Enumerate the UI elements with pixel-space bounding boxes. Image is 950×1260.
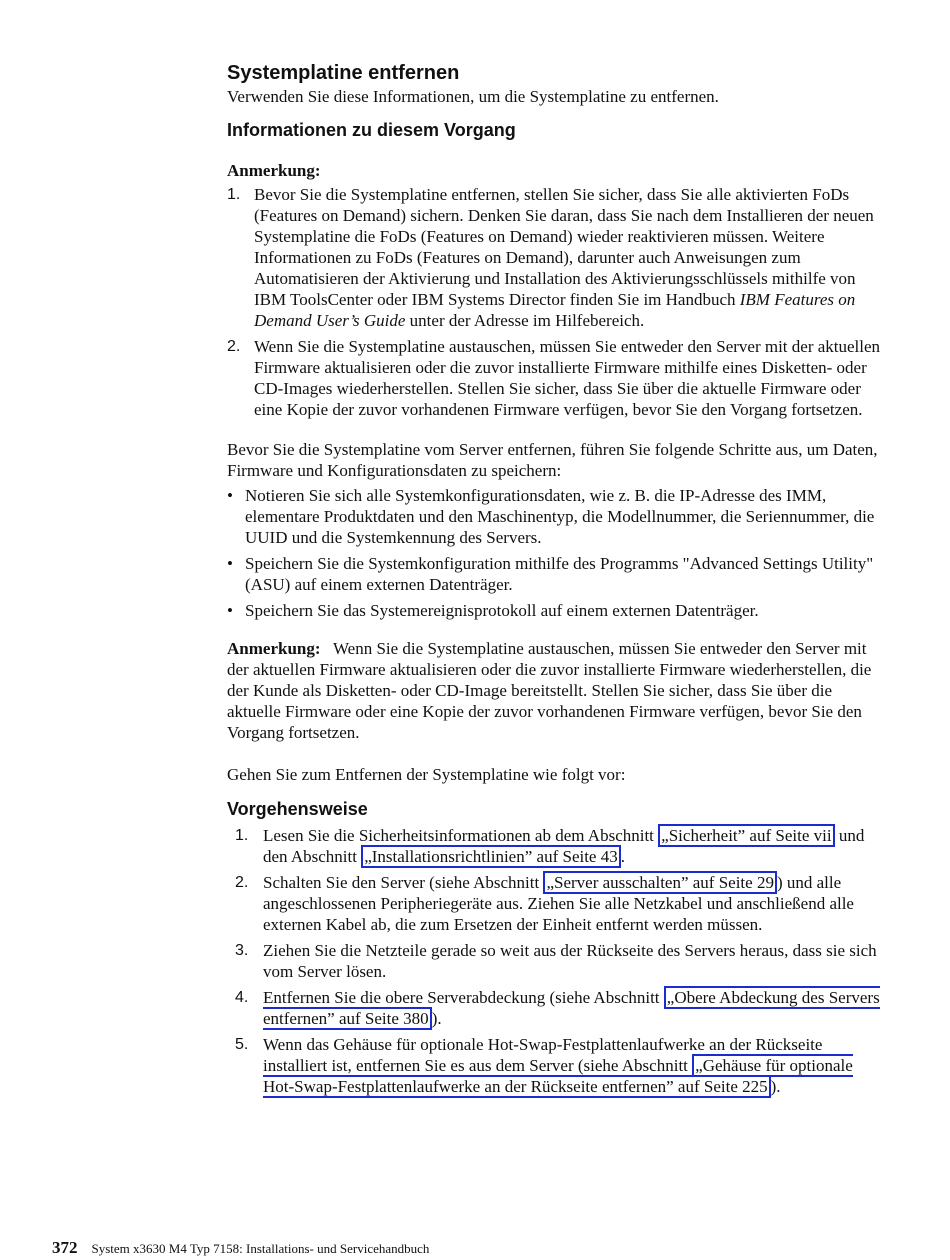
note-text-after: unter der Adresse im Hilfebereich.: [405, 311, 645, 330]
procedure-intro: Gehen Sie zum Entfernen der Systemplatine wie folgt vor:: [227, 765, 626, 784]
note2-text: Wenn Sie die Systemplatine austauschen, müssen Sie entweder den Server mit der aktuellen Firmware aktualisieren oder die zuvor installierte Firmware wiederherstellen, die der Kunde als Disketten- oder CD-Image bereitstellt. Stellen Sie sicher, dass Sie über die aktuelle Firmware oder eine Kopie der zuvor vorhandenen Firmware verfügen, bevor Sie den Vorgang fortsetzen.: [227, 639, 872, 742]
note-text: Bevor Sie die Systemplatine entfernen, stellen Sie sicher, dass Sie alle aktivierten FoDs (Features on Demand) sichern. Denken Sie daran, dass Sie nach dem Installieren der neuen Systemplatine die FoDs (Features on Demand) wieder reaktivieren müssen. Weitere Informationen zu FoDs (Features on Demand), darunter auch Anweisungen zum Automatisieren der Aktivierung und Installation des Aktivierungsschlüssels mithilfe von IBM ToolsCenter oder IBM Systems Director finden Sie im Handbuch: [254, 185, 874, 309]
link-installation-guidelines[interactable]: „Installationsrichtlinien” auf Seite 43: [361, 845, 621, 868]
link-server-shutdown[interactable]: „Server ausschalten” auf Seite 29: [543, 871, 777, 894]
note-text: Wenn Sie die Systemplatine austauschen, müssen Sie entweder den Server mit der aktuellen Firmware aktualisieren oder die zuvor installierte Firmware mithilfe eines Disketten- oder CD-Images wiederherstellen. Stellen Sie sicher, dass Sie über die aktuelle Firmware oder eine Kopie der zuvor vorhandenen Firmware verfügen, bevor Sie den Vorgang fortsetzen.: [254, 337, 881, 419]
page-title: Systemplatine entfernen: [227, 62, 460, 84]
step-item: 3. Ziehen Sie die Netzteile gerade so weit aus der Rückseite des Servers heraus, dass sie sich vom Server lösen.: [235, 941, 877, 981]
note2-paragraph: [227, 638, 882, 743]
step-number: 1.: [235, 827, 249, 844]
notes-list: [227, 184, 882, 420]
note2-label: Anmerkung:: [227, 639, 321, 658]
note-label: Anmerkung:: [227, 161, 321, 180]
note-number: 2.: [227, 338, 241, 355]
note-number: 1.: [227, 186, 241, 203]
step-number: 5.: [235, 1036, 249, 1053]
bullet-symbol: •: [227, 554, 233, 573]
link-remove-rear-drive-cage[interactable]: „Gehäuse für optionale Hot-Swap-Festplattenlaufwerke an der Rückseite entfernen” auf Seite 225: [263, 1056, 853, 1096]
section-heading-info: Informationen zu diesem Vorgang: [227, 120, 516, 140]
intro-text: Verwenden Sie diese Informationen, um die Systemplatine zu entfernen.: [227, 87, 719, 106]
step-item: 2. Schalten Sie den Server (siehe Abschnitt „Server ausschalten” auf Seite 29 ) und alle angeschlossenen Peripheriegeräte aus. Ziehen Sie alle Netzkabel und anschließend alle externen Kabel ab, die zum Ersetzen der Einheit entfernt werden müssen.: [235, 873, 854, 934]
step-item: 4. Entfernen Sie die obere Serverabdeckung (siehe Abschnitt „Obere Abdeckung des Servers entfernen” auf Seite 380 ).: [235, 988, 880, 1028]
step-number: 2.: [235, 874, 249, 891]
page-number: 372: [52, 1238, 78, 1257]
note-item: [227, 184, 882, 331]
link-safety[interactable]: „Sicherheit” auf Seite vii: [658, 824, 834, 847]
section-heading-procedure: Vorgehensweise: [227, 799, 368, 819]
step-number: 3.: [235, 942, 249, 959]
link-remove-top-cover[interactable]: „Obere Abdeckung des Servers entfernen” auf Seite 380: [263, 988, 880, 1028]
bullet-item: • Notieren Sie sich alle Systemkonfigurationsdaten, wie z. B. die IP-Adresse des IMM, elementare Produktdaten und den Maschinentyp, die Modellnummer, die Seriennummer, die UUID und die Systemkennung des Servers.: [227, 486, 875, 547]
note-item: [227, 336, 882, 420]
steps-list: [227, 825, 882, 1097]
before-removal-text: Bevor Sie die Systemplatine vom Server entfernen, führen Sie folgende Schritte aus, um Daten, Firmware und Konfigurationsdaten zu speichern:: [227, 440, 878, 480]
bullet-symbol: •: [227, 601, 233, 620]
note-emphasis: IBM Features on Demand User’s Guide: [254, 290, 856, 330]
step-item: 1. Lesen Sie die Sicherheitsinformationen ab dem Abschnitt „Sicherheit” auf Seite vii und den Abschnitt „Installationsrichtlinien” auf Seite 43 .: [235, 826, 865, 866]
bullet-symbol: •: [227, 486, 233, 505]
page-footer: [52, 1238, 429, 1258]
bullet-list: [227, 485, 882, 621]
footer-title: System x3630 M4 Typ 7158: Installations- und Servicehandbuch: [91, 1241, 430, 1256]
bullet-item: • Speichern Sie die Systemkonfiguration mithilfe des Programms "Advanced Settings Utility" (ASU) auf einem externen Datenträger.: [227, 554, 874, 594]
step-item: 5. Wenn das Gehäuse für optionale Hot-Swap-Festplattenlaufwerke an der Rückseite installiert ist, entfernen Sie es aus dem Server (siehe Abschnitt „Gehäuse für optionale Hot-Swap-Festplattenlaufwerke an der Rückseite entfernen” auf Seite 225 ).: [235, 1035, 853, 1096]
bullet-item: • Speichern Sie das Systemereignisprotokoll auf einem externen Datenträger.: [227, 601, 759, 620]
step-number: 4.: [235, 989, 249, 1006]
document-body: [227, 60, 882, 1102]
